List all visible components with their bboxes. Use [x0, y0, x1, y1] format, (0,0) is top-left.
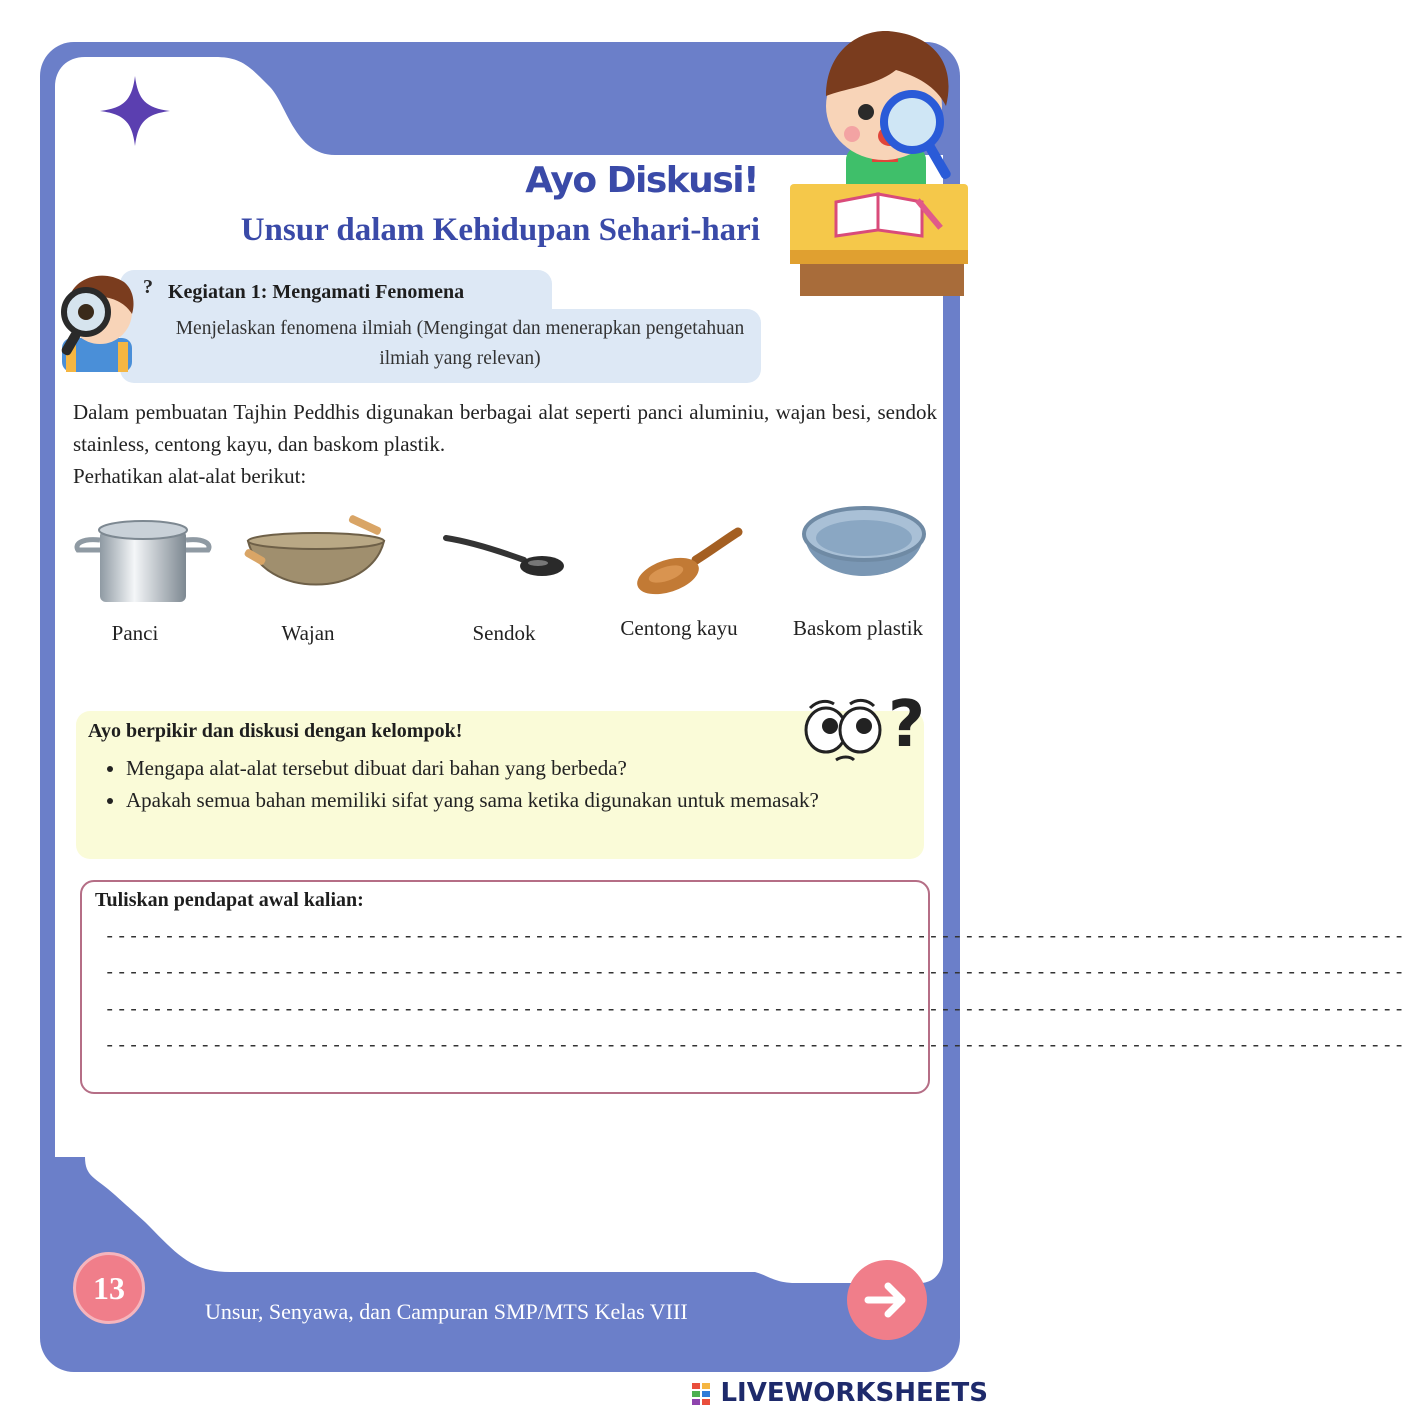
answer-input-2[interactable] — [104, 957, 1405, 985]
intro-text — [73, 396, 937, 492]
pot-icon — [70, 510, 215, 610]
question-mark-icon: ? — [143, 276, 153, 298]
activity-title: Kegiatan 1: Mengamati Fenomena — [168, 281, 465, 303]
answer-input-3[interactable] — [104, 994, 1405, 1022]
discussion-questions — [104, 752, 924, 816]
liveworksheets-logo-icon — [692, 1383, 710, 1405]
answer-title: Tuliskan pendapat awal kalian: — [95, 889, 364, 911]
discussion-question: • Apakah semua bahan memiliki sifat yang sama ketika digunakan untuk memasak? — [126, 784, 924, 816]
activity-description: Menjelaskan fenomena ilmiah (Mengingat dan menerapkan pengetahuan ilmiah yang relevan) — [175, 318, 745, 369]
tool-label-sendok: Sendok — [472, 621, 536, 645]
tool-label-wajan: Wajan — [281, 621, 335, 645]
answer-line-3: ------------------------------------------------------------------------------------------------------------- — [104, 998, 1405, 1020]
wok-icon — [242, 515, 390, 605]
sparkle-icon — [100, 76, 170, 146]
answer-input-4[interactable] — [104, 1030, 1405, 1058]
discussion-question: • Mengapa alat-alat tersebut dibuat dari bahan yang berbeda? — [126, 752, 924, 784]
liveworksheets-brand: LIVEWORKSHEETS — [720, 1378, 988, 1408]
spoon-icon — [442, 528, 567, 580]
page-subtitle: Unsur dalam Kehidupan Sehari-hari — [240, 212, 760, 248]
page-number: 13 — [73, 1252, 145, 1324]
page-title: Ayo Diskusi! — [525, 160, 758, 201]
tool-label-baskom: Baskom plastik — [792, 616, 924, 640]
tool-label-centong: Centong kayu — [620, 616, 738, 640]
answer-line-4: ------------------------------------------------------------------------------------------------------------- — [104, 1034, 1405, 1056]
discussion-title: Ayo berpikir dan diskusi dengan kelompok! — [88, 720, 463, 742]
wooden-ladle-icon — [636, 526, 742, 596]
arrow-right-icon — [864, 1280, 910, 1320]
plastic-basin-icon — [800, 500, 928, 600]
answer-line-1: ------------------------------------------------------------------------------------------------------------- — [104, 925, 1405, 947]
next-page-button[interactable] — [847, 1260, 927, 1340]
answer-line-2: ------------------------------------------------------------------------------------------------------------- — [104, 961, 1405, 983]
student-desk-illustration — [786, 26, 972, 298]
answer-input-1[interactable] — [104, 921, 1405, 949]
intro-instruction: Perhatikan alat-alat berikut: — [73, 464, 307, 488]
answer-box — [80, 880, 1405, 1094]
intro-paragraph: Dalam pembuatan Tajhin Peddhis digunakan berbagai alat seperti panci aluminiu, wajan besi, sendok stainless, centong kayu, dan baskom plastik. — [73, 400, 937, 456]
tool-label-panci: Panci — [111, 621, 159, 645]
book-title: Unsur, Senyawa, dan Campuran SMP/MTS Kelas VIII — [205, 1299, 688, 1324]
detective-kid-icon — [52, 268, 142, 372]
svg-text:?: ? — [888, 688, 926, 762]
